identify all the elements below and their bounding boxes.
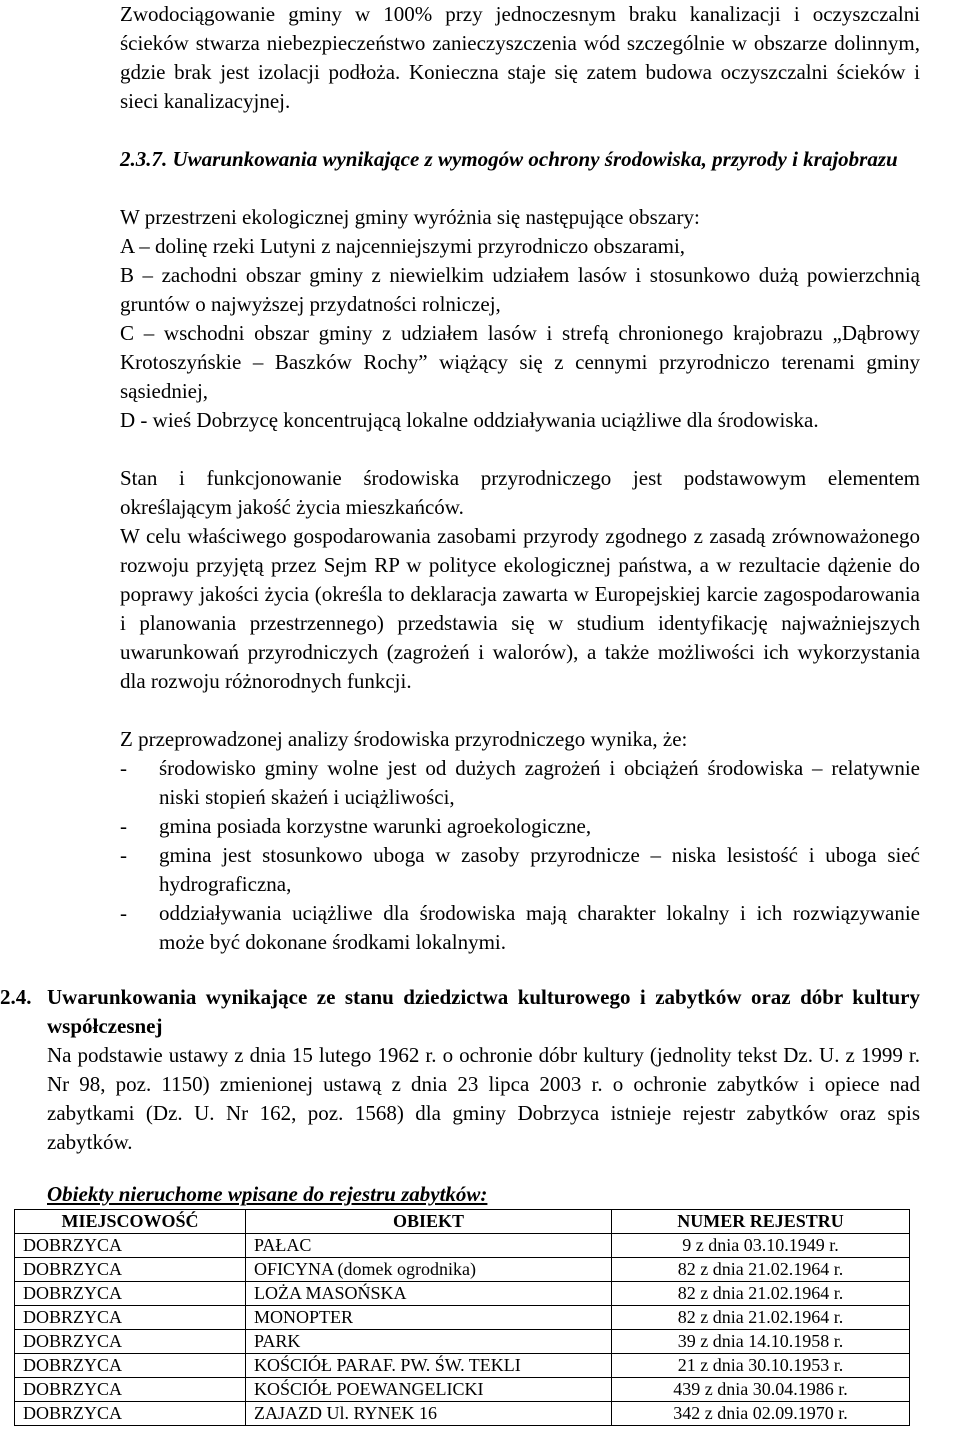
cell-register-number: 342 z dnia 02.09.1970 r.	[612, 1402, 910, 1426]
table-row	[15, 1258, 910, 1282]
register-caption: Obiekty nieruchome wpisane do rejestru zabytków:	[47, 1182, 488, 1206]
cell-object: PAŁAC	[246, 1234, 612, 1258]
table-row	[15, 1282, 910, 1306]
bullet-dash: -	[120, 901, 127, 925]
para-goal: W celu właściwego gospodarowania zasobami przyrody zgodnego z zasadą zrównoważonego rozwoju przyjętą przez Sejm RP w polityce ekologicznej państwa, a w rezultacie dążenie do poprawy jakości życia (określa to deklaracja zawarta w Europejskiej karcie zagospodarowania i planowania przestrzennego) przedstawia się w studium identyfikację najważniejszych uwarunkowań przyrodniczych (zagrożeń i walorów), a także możliwości ich wykorzystania dla rozwoju różnorodnych funkcji.	[120, 524, 920, 693]
list-item	[120, 754, 920, 812]
area-d: D - wieś Dobrzycę koncentrującą lokalne oddziaływania uciążliwe dla środowiska.	[120, 408, 819, 432]
bullet-dash: -	[120, 756, 127, 780]
cell-object: KOŚCIÓŁ POEWANGELICKI	[246, 1378, 612, 1402]
bullet-dash: -	[120, 843, 127, 867]
cell-locality: DOBRZYCA	[15, 1258, 246, 1282]
conclusion-list	[120, 754, 920, 957]
cell-locality: DOBRZYCA	[15, 1354, 246, 1378]
list-item	[120, 899, 920, 957]
section-237-title: Uwarunkowania wynikające z wymogów ochrony środowiska, przyrody i krajobrazu	[172, 147, 898, 171]
cell-object: ZAJAZD Ul. RYNEK 16	[246, 1402, 612, 1426]
table-row	[15, 1378, 910, 1402]
cell-register-number: 21 z dnia 30.10.1953 r.	[612, 1354, 910, 1378]
list-item-text: środowisko gminy wolne jest od dużych zagrożeń i obciążeń środowiska – relatywnie niski stopień skażeń i uciążliwości,	[159, 756, 920, 809]
cell-register-number: 82 z dnia 21.02.1964 r.	[612, 1282, 910, 1306]
header-register-number: NUMER REJESTRU	[612, 1210, 910, 1234]
list-item-text: gmina jest stosunkowo uboga w zasoby przyrodnicze – niska lesistość i uboga sieć hydrograficzna,	[159, 843, 920, 896]
table-header-row	[15, 1210, 910, 1234]
para-state: Stan i funkcjonowanie środowiska przyrodniczego jest podstawowym elementem określającym jakość życia mieszkańców.	[120, 466, 920, 519]
cell-object: OFICYNA (domek ogrodnika)	[246, 1258, 612, 1282]
cell-locality: DOBRZYCA	[15, 1402, 246, 1426]
section-24-number: 2.4.	[0, 985, 32, 1009]
cell-object: MONOPTER	[246, 1306, 612, 1330]
area-c: C – wschodni obszar gminy z udziałem lasów i strefą chronionego krajobrazu „Dąbrowy Krotoszyńskie – Baszków Rochy” wiążący się z cennymi przyrodniczo terenami gminy sąsiedniej,	[120, 321, 920, 403]
cell-locality: DOBRZYCA	[15, 1282, 246, 1306]
table-row	[15, 1306, 910, 1330]
table-row	[15, 1402, 910, 1426]
cell-register-number: 439 z dnia 30.04.1986 r.	[612, 1378, 910, 1402]
cell-locality: DOBRZYCA	[15, 1306, 246, 1330]
cell-object: KOŚCIÓŁ PARAF. PW. ŚW. TEKLI	[246, 1354, 612, 1378]
cell-register-number: 39 z dnia 14.10.1958 r.	[612, 1330, 910, 1354]
header-object: OBIEKT	[246, 1210, 612, 1234]
table-row	[15, 1354, 910, 1378]
section-237-number: 2.3.7.	[120, 147, 168, 171]
section-24-heading	[0, 983, 920, 1041]
bullet-dash: -	[120, 814, 127, 838]
cell-locality: DOBRZYCA	[15, 1330, 246, 1354]
cell-register-number: 9 z dnia 03.10.1949 r.	[612, 1234, 910, 1258]
cell-register-number: 82 z dnia 21.02.1964 r.	[612, 1306, 910, 1330]
cell-object: PARK	[246, 1330, 612, 1354]
register-table	[14, 1209, 910, 1426]
section-24-body: Na podstawie ustawy z dnia 15 lutego 1962 r. o ochronie dóbr kultury (jednolity tekst Dz. U. z 1999 r. Nr 98, poz. 1150) zmienionej ustawą z dnia 23 lipca 2003 r. o ochronie zabytków i opiece nad zabytkami (Dz. U. Nr 162, poz. 1568) dla gminy Dobrzyca istnieje rejestr zabytków oraz spis zabytków.	[47, 1043, 920, 1154]
table-row	[15, 1234, 910, 1258]
table-row	[15, 1330, 910, 1354]
cell-locality: DOBRZYCA	[15, 1234, 246, 1258]
list-item	[120, 841, 920, 899]
header-locality: MIEJSCOWOŚĆ	[15, 1210, 246, 1234]
list-item	[120, 812, 920, 841]
list-item-text: oddziaływania uciążliwe dla środowiska mają charakter lokalny i ich rozwiązywanie może być dokonane środkami lokalnymi.	[159, 901, 920, 954]
area-b: B – zachodni obszar gminy z niewielkim udziałem lasów i stosunkowo dużą powierzchnią gruntów o najwyższej przydatności rolniczej,	[120, 263, 920, 316]
area-a: A – dolinę rzeki Lutyni z najcenniejszymi przyrodniczo obszarami,	[120, 234, 686, 258]
section-24-title: Uwarunkowania wynikające ze stanu dziedzictwa kulturowego i zabytków oraz dóbr kultury współczesnej	[47, 985, 920, 1038]
cell-object: LOŻA MASOŃSKA	[246, 1282, 612, 1306]
para-conclusion: Z przeprowadzonej analizy środowiska przyrodniczego wynika, że:	[120, 727, 688, 751]
cell-locality: DOBRZYCA	[15, 1378, 246, 1402]
intro-paragraph: Zwodociągowanie gminy w 100% przy jednoczesnym braku kanalizacji i oczyszczalni ścieków stwarza niebezpieczeństwo zanieczyszczenia wód szczególnie w obszarze dolinnym, gdzie brak jest izolacji podłoża. Konieczna staje się zatem budowa oczyszczalni ścieków i sieci kanalizacyjnej.	[120, 2, 920, 113]
section-237-lead: W przestrzeni ekologicznej gminy wyróżnia się następujące obszary:	[120, 205, 700, 229]
section-237-heading	[120, 145, 920, 174]
cell-register-number: 82 z dnia 21.02.1964 r.	[612, 1258, 910, 1282]
list-item-text: gmina posiada korzystne warunki agroekologiczne,	[159, 814, 592, 838]
